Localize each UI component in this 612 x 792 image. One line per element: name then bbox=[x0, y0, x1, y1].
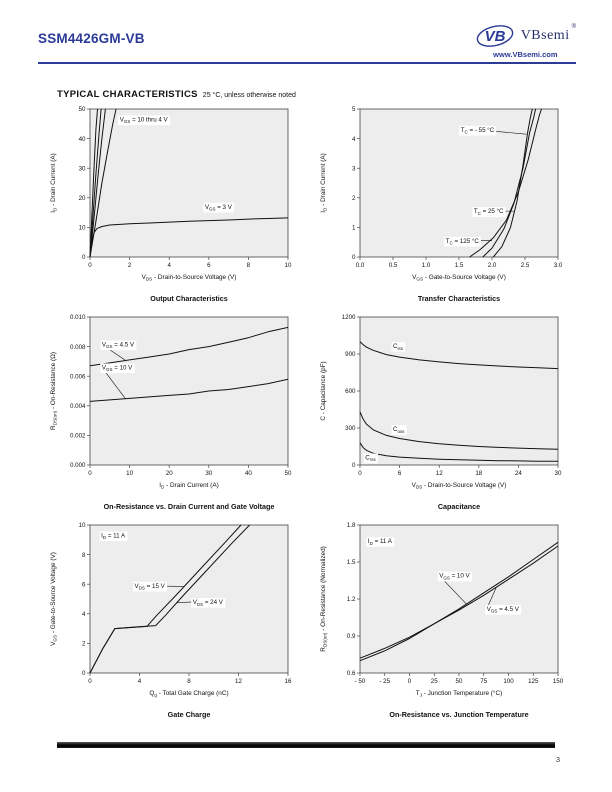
svg-text:- 50: - 50 bbox=[354, 678, 366, 685]
gate-charge-plot bbox=[46, 518, 296, 710]
chart-output-characteristics bbox=[46, 102, 296, 303]
svg-text:18: 18 bbox=[475, 470, 483, 477]
svg-text:40: 40 bbox=[78, 135, 86, 143]
svg-text:10: 10 bbox=[284, 262, 292, 269]
part-number: SSM4426GM-VB bbox=[38, 31, 145, 46]
chart-capacitance bbox=[316, 310, 566, 511]
page-number: 3 bbox=[555, 755, 560, 764]
svg-text:0.006: 0.006 bbox=[70, 373, 86, 381]
svg-text:20: 20 bbox=[78, 195, 86, 202]
svg-text:0: 0 bbox=[82, 670, 86, 678]
section-heading bbox=[57, 84, 296, 102]
svg-text:VDS = 15 V: $V_{DS} = 15$ V bbox=[134, 582, 165, 591]
svg-text:1.8: 1.8 bbox=[346, 522, 356, 530]
svg-text:- 25: - 25 bbox=[379, 678, 391, 685]
svg-text:0.008: 0.008 bbox=[70, 343, 86, 351]
svg-text:8: 8 bbox=[187, 678, 191, 685]
svg-text:100: 100 bbox=[503, 678, 514, 685]
chart-title-gate-charge: Gate Charge bbox=[167, 710, 211, 719]
svg-text:50: 50 bbox=[284, 470, 292, 477]
footer-rule bbox=[57, 742, 555, 748]
svg-text:10: 10 bbox=[126, 470, 134, 477]
chart-title-on-resistance-vs-junction-temperature: On-Resistance vs. Junction Temperature bbox=[389, 710, 529, 719]
svg-text:VDS - Drain-to-Source Voltage: $V_{DS}$ - Drain-to-Source Voltage (V) bbox=[141, 274, 237, 282]
svg-text:0: 0 bbox=[358, 470, 362, 477]
chart-gate-charge bbox=[46, 518, 296, 719]
svg-text:ID = 11 A: $I_D = 11$ A bbox=[101, 532, 126, 541]
svg-text:0.6: 0.6 bbox=[346, 670, 356, 678]
svg-text:Qg - Total Gate Charge (nC): $Q_g$ - Total Gate Charge (nC) bbox=[149, 690, 229, 698]
svg-text:ID - Drain Current (A): $I_D$ - Drain Current (A) bbox=[159, 482, 219, 490]
svg-text:4: 4 bbox=[352, 135, 356, 143]
svg-text:TC = 25 °C: $T_C = 25$ °C bbox=[473, 208, 504, 216]
svg-text:0: 0 bbox=[88, 262, 92, 269]
vb-swoosh-icon bbox=[475, 22, 519, 49]
svg-text:0: 0 bbox=[352, 254, 356, 262]
svg-text:30: 30 bbox=[205, 470, 213, 477]
svg-text:25: 25 bbox=[430, 678, 438, 685]
svg-text:C - Capacitance (pF): C - Capacitance (pF) bbox=[320, 361, 327, 421]
section-title: TYPICAL CHARACTERISTICS bbox=[57, 89, 198, 100]
svg-text:3.0: 3.0 bbox=[553, 262, 563, 269]
svg-text:VGS = 4.5 V: $V_{GS} = 4.5$ V bbox=[486, 605, 519, 614]
brand-name: VBsemi bbox=[520, 27, 570, 43]
svg-text:600: 600 bbox=[345, 388, 356, 396]
chart-title-capacitance: Capacitance bbox=[437, 502, 481, 511]
svg-text:10: 10 bbox=[78, 224, 86, 232]
svg-text:TC = 125 °C: $T_C = 125$ °C bbox=[445, 237, 479, 246]
svg-text:8: 8 bbox=[82, 551, 86, 559]
svg-text:0: 0 bbox=[82, 254, 86, 262]
svg-text:30: 30 bbox=[78, 165, 86, 173]
svg-text:150: 150 bbox=[552, 678, 564, 685]
svg-text:VGS = 10 thru 4 V: $V_{GS} = 10$ thru 4 V bbox=[119, 116, 168, 125]
svg-text:2: 2 bbox=[82, 640, 86, 648]
section-subtitle: 25 °C, unless otherwise noted bbox=[202, 92, 296, 99]
svg-text:4: 4 bbox=[137, 678, 142, 685]
brand-url-link[interactable]: www.VBsemi.com bbox=[493, 50, 558, 59]
svg-text:1.5: 1.5 bbox=[346, 559, 356, 567]
svg-text:Ciss: $C_{iss}$ bbox=[393, 343, 403, 351]
on-resistance-vs-drain-current-plot bbox=[46, 310, 296, 502]
svg-text:6: 6 bbox=[82, 581, 86, 589]
svg-text:900: 900 bbox=[345, 351, 356, 359]
svg-text:VGS = 10 V: $V_{GS} = 10$ V bbox=[439, 572, 470, 581]
svg-text:2: 2 bbox=[352, 195, 356, 202]
svg-text:1.5: 1.5 bbox=[454, 262, 464, 269]
svg-text:2.0: 2.0 bbox=[487, 262, 497, 269]
svg-text:TJ - Junction Temperature (°C): $T_J$ - Junction Temperature (°C) bbox=[415, 690, 503, 698]
svg-text:12: 12 bbox=[435, 470, 443, 477]
svg-text:1200: 1200 bbox=[341, 314, 356, 322]
svg-text:4: 4 bbox=[82, 611, 86, 618]
svg-text:0.5: 0.5 bbox=[388, 262, 398, 269]
svg-text:VDS = 24 V: $V_{DS} = 24$ V bbox=[192, 599, 223, 607]
svg-text:10: 10 bbox=[78, 522, 86, 530]
brand-logo-row bbox=[475, 22, 576, 49]
svg-text:0.000: 0.000 bbox=[70, 462, 86, 470]
svg-text:VGS - Gate-to-Source Voltage (: $V_{GS}$ - Gate-to-Source Voltage (V) bbox=[412, 274, 506, 282]
svg-text:3: 3 bbox=[352, 165, 356, 173]
svg-text:1.2: 1.2 bbox=[346, 596, 356, 604]
svg-text:RDS(on) - On-Resistance (Ω): $R_{DS(on)}$ - On-Resistance (Ω) bbox=[50, 352, 58, 430]
chart-title-output-characteristics: Output Characteristics bbox=[150, 294, 228, 303]
svg-text:6: 6 bbox=[207, 262, 211, 269]
brand-logo bbox=[475, 22, 576, 59]
svg-text:0: 0 bbox=[407, 678, 412, 685]
svg-text:VGS = 3 V: $V_{GS} = 3$ V bbox=[204, 203, 232, 212]
svg-text:0.9: 0.9 bbox=[346, 633, 356, 641]
svg-text:40: 40 bbox=[244, 470, 252, 477]
svg-text:RDS(on) - On-Resistance (Norma: $R_{DS(on)}$ - On-Resistance (Normalized) bbox=[320, 546, 328, 652]
page-header bbox=[38, 22, 576, 64]
svg-text:TC = - 55 °C: $T_C$ = - 55 °C bbox=[460, 126, 495, 135]
svg-text:2: 2 bbox=[127, 262, 132, 269]
svg-text:VDS - Drain-to-Source Voltage: $V_{DS}$ - Drain-to-Source Voltage (V) bbox=[411, 482, 507, 490]
registered-trademark-icon: ® bbox=[571, 24, 576, 30]
svg-text:300: 300 bbox=[345, 425, 356, 433]
svg-text:Coss: $C_{oss}$ bbox=[393, 426, 405, 434]
svg-text:12: 12 bbox=[235, 678, 242, 685]
svg-text:1: 1 bbox=[352, 224, 356, 232]
on-resistance-vs-junction-temperature-plot bbox=[316, 518, 566, 710]
svg-text:4: 4 bbox=[167, 262, 171, 269]
capacitance-plot bbox=[316, 310, 566, 502]
svg-text:VGS - Gate-to-Source Voltage (: $V_{GS}$ - Gate-to-Source Voltage (V) bbox=[50, 552, 58, 646]
svg-text:0.010: 0.010 bbox=[70, 314, 86, 322]
svg-text:0: 0 bbox=[88, 678, 92, 685]
chart-on-resistance-vs-junction-temperature bbox=[316, 518, 566, 719]
chart-title-transfer-characteristics: Transfer Characteristics bbox=[417, 294, 501, 303]
output-characteristics-plot bbox=[46, 102, 296, 294]
svg-text:ID = 11 A: $I_D = 11$ A bbox=[367, 538, 392, 546]
svg-text:20: 20 bbox=[165, 470, 173, 477]
svg-text:0.004: 0.004 bbox=[70, 403, 86, 410]
svg-text:125: 125 bbox=[528, 678, 539, 685]
svg-text:ID - Drain Current (A): $I_D$ - Drain Current (A) bbox=[320, 153, 328, 213]
svg-text:6: 6 bbox=[397, 470, 402, 477]
chart-transfer-characteristics bbox=[316, 102, 566, 303]
svg-text:8: 8 bbox=[246, 262, 251, 269]
svg-text:30: 30 bbox=[554, 470, 562, 477]
svg-text:0.002: 0.002 bbox=[70, 432, 86, 440]
charts-grid bbox=[46, 102, 566, 719]
svg-text:VGS = 4.5 V: $V_{GS} = 4.5$ V bbox=[101, 341, 135, 350]
chart-title-on-resistance-vs-drain-current: On-Resistance vs. Drain Current and Gate Voltage bbox=[103, 502, 275, 511]
transfer-characteristics-plot bbox=[316, 102, 566, 294]
vb-mark-text: VB bbox=[484, 28, 506, 45]
svg-text:Crss: $C_{rss}$ bbox=[365, 454, 376, 463]
svg-text:ID - Drain Current (A): $I_D$ - Drain Current (A) bbox=[50, 153, 58, 213]
svg-text:VGS = 10 V: $V_{GS} = 10$ V bbox=[101, 364, 133, 373]
svg-text:0: 0 bbox=[352, 462, 356, 470]
svg-text:5: 5 bbox=[352, 106, 356, 114]
svg-text:2.5: 2.5 bbox=[520, 262, 530, 269]
svg-text:50: 50 bbox=[78, 106, 86, 114]
svg-text:1.0: 1.0 bbox=[421, 262, 431, 269]
svg-text:0: 0 bbox=[88, 470, 92, 477]
svg-text:24: 24 bbox=[514, 470, 522, 477]
chart-on-resistance-vs-drain-current bbox=[46, 310, 296, 511]
svg-text:50: 50 bbox=[455, 678, 463, 685]
svg-text:0.0: 0.0 bbox=[355, 262, 365, 269]
svg-text:75: 75 bbox=[480, 678, 488, 685]
svg-text:16: 16 bbox=[284, 678, 292, 685]
